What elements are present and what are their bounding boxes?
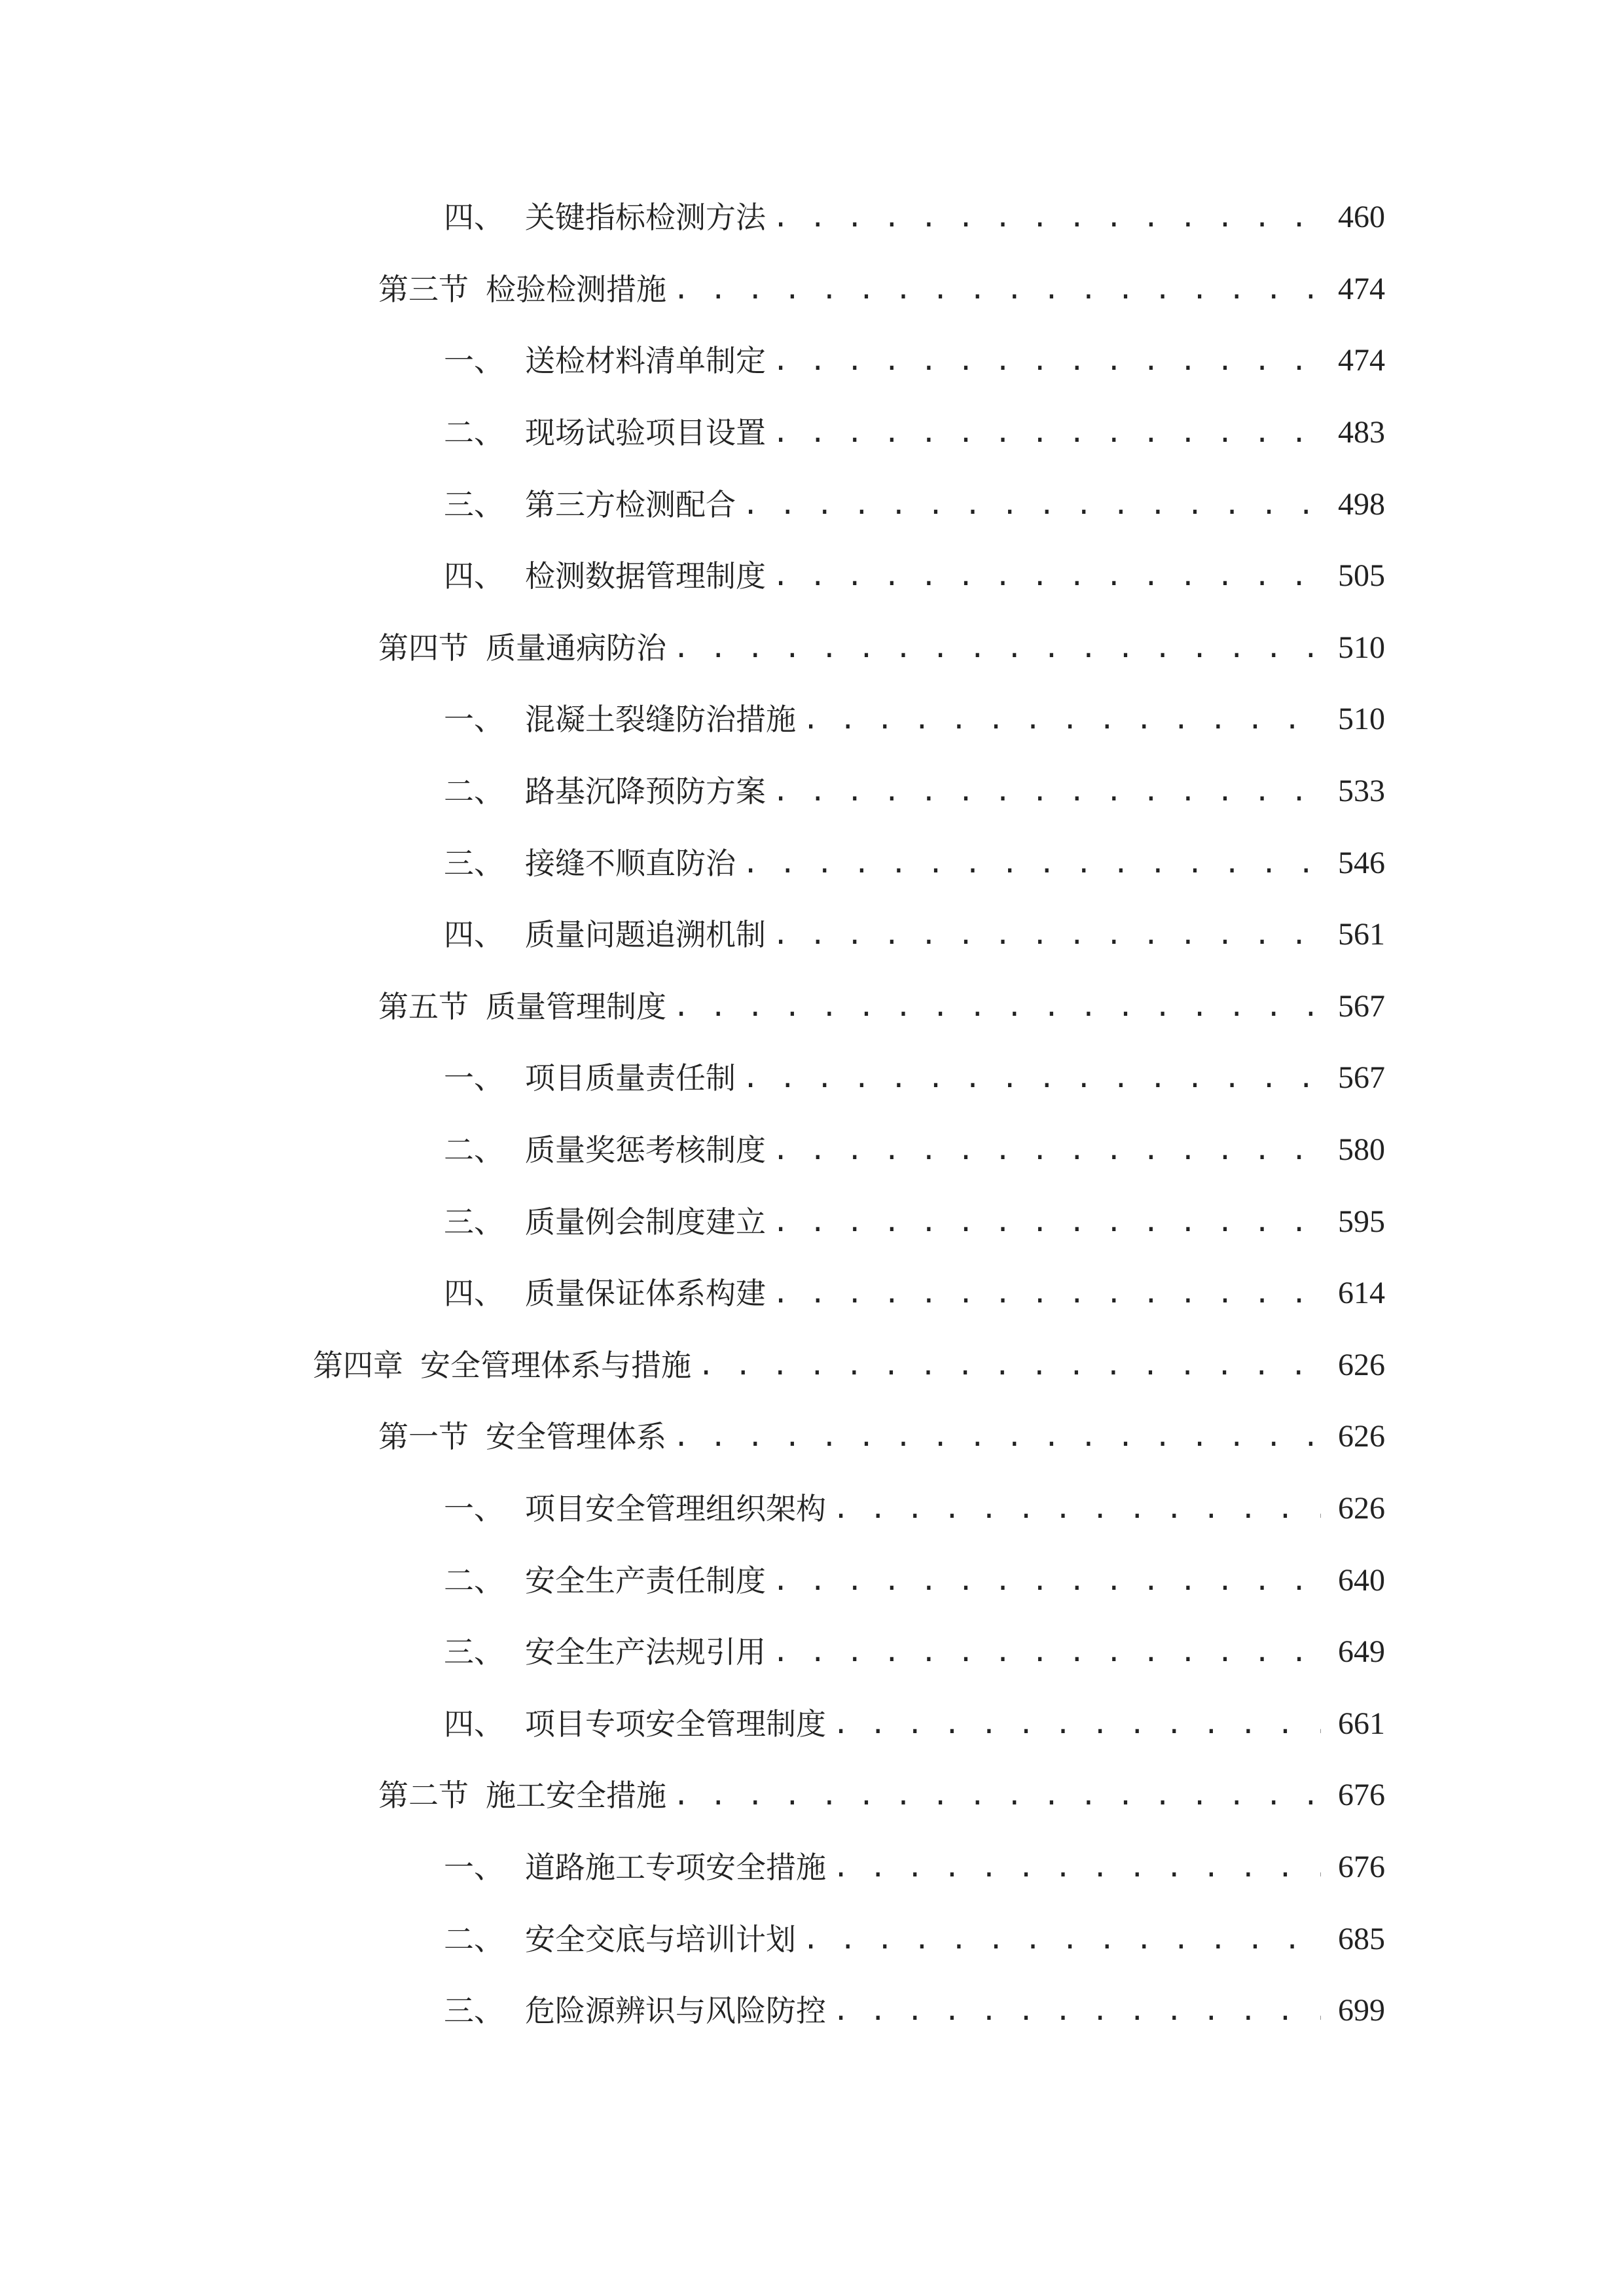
toc-entry[interactable] bbox=[313, 1339, 1385, 1391]
toc-dot-leader bbox=[698, 1339, 1321, 1391]
toc-entry[interactable] bbox=[444, 406, 1385, 459]
toc-entry-title: 项目质量责任制 bbox=[525, 1060, 736, 1096]
toc-entry-number: 三、 bbox=[444, 846, 504, 881]
toc-entry-number: 二、 bbox=[444, 1563, 504, 1598]
toc-entry-page: 626 bbox=[1338, 1491, 1385, 1526]
toc-entry-number: 二、 bbox=[444, 774, 504, 809]
toc-entry-page: 661 bbox=[1338, 1706, 1385, 1741]
toc-entry-title: 危险源辨识与风险防控 bbox=[525, 1993, 826, 2028]
toc-entry-number: 第四章 bbox=[313, 1348, 403, 1383]
toc-entry-page: 580 bbox=[1338, 1132, 1385, 1167]
toc-entry-number: 第一节 bbox=[378, 1419, 469, 1454]
toc-entry-title: 接缝不顺直防治 bbox=[525, 846, 736, 881]
toc-entry-number: 一、 bbox=[444, 1491, 504, 1526]
toc-entry-title: 路基沉降预防方案 bbox=[525, 774, 766, 809]
toc-entry[interactable] bbox=[444, 550, 1385, 602]
toc-entry-title: 安全交底与培训计划 bbox=[525, 1922, 796, 1957]
toc-dot-leader bbox=[772, 1626, 1321, 1678]
toc-dot-leader bbox=[833, 1841, 1321, 1893]
toc-dot-leader bbox=[772, 550, 1321, 602]
toc-entry[interactable] bbox=[444, 478, 1385, 531]
toc-entry[interactable] bbox=[444, 1052, 1385, 1104]
toc-dot-leader bbox=[772, 765, 1321, 817]
toc-dot-leader bbox=[673, 1410, 1321, 1463]
toc-dot-leader bbox=[772, 191, 1321, 243]
toc-entry-page: 474 bbox=[1338, 272, 1385, 306]
toc-entry-number: 三、 bbox=[444, 1634, 504, 1670]
toc-entry-page: 685 bbox=[1338, 1922, 1385, 1956]
toc-entry[interactable] bbox=[444, 1984, 1385, 2037]
toc-dot-leader bbox=[772, 334, 1321, 387]
toc-entry-page: 510 bbox=[1338, 630, 1385, 665]
toc-entry[interactable] bbox=[444, 1482, 1385, 1535]
toc-entry-title: 道路施工专项安全措施 bbox=[525, 1850, 826, 1885]
toc-dot-leader bbox=[742, 1052, 1321, 1104]
toc-entry[interactable] bbox=[444, 908, 1385, 961]
toc-entry-title: 关键指标检测方法 bbox=[525, 200, 766, 235]
toc-entry[interactable] bbox=[444, 1124, 1385, 1176]
toc-entry-page: 676 bbox=[1338, 1778, 1385, 1812]
toc-entry[interactable] bbox=[444, 1841, 1385, 1893]
toc-entry-number: 四、 bbox=[444, 1276, 504, 1311]
toc-dot-leader bbox=[673, 980, 1321, 1033]
toc-entry[interactable] bbox=[444, 191, 1385, 243]
toc-entry[interactable] bbox=[444, 765, 1385, 817]
toc-entry-number: 四、 bbox=[444, 1706, 504, 1742]
toc-dot-leader bbox=[833, 1698, 1321, 1750]
toc-entry-number: 二、 bbox=[444, 415, 504, 450]
toc-entry-page: 649 bbox=[1338, 1634, 1385, 1669]
toc-dot-leader bbox=[673, 263, 1321, 315]
toc-entry-page: 567 bbox=[1338, 1060, 1385, 1095]
toc-entry[interactable] bbox=[444, 1267, 1385, 1319]
toc-entry[interactable] bbox=[378, 1769, 1385, 1821]
toc-entry[interactable] bbox=[378, 1410, 1385, 1463]
toc-entry[interactable] bbox=[378, 622, 1385, 674]
toc-entry-number: 一、 bbox=[444, 702, 504, 737]
toc-dot-leader bbox=[772, 406, 1321, 459]
toc-entry-number: 三、 bbox=[444, 1204, 504, 1240]
toc-entry-page: 460 bbox=[1338, 200, 1385, 234]
toc-dot-leader bbox=[803, 1913, 1321, 1965]
toc-entry-page: 510 bbox=[1338, 702, 1385, 736]
toc-dot-leader bbox=[673, 622, 1321, 674]
toc-entry-page: 561 bbox=[1338, 917, 1385, 952]
toc-entry[interactable] bbox=[444, 1554, 1385, 1607]
toc-entry-page: 567 bbox=[1338, 989, 1385, 1024]
toc-entry-title: 安全管理体系与措施 bbox=[420, 1348, 691, 1383]
toc-dot-leader bbox=[673, 1769, 1321, 1821]
toc-entry-number: 四、 bbox=[444, 558, 504, 594]
toc-entry-page: 505 bbox=[1338, 558, 1385, 593]
toc-entry-number: 第四节 bbox=[378, 630, 469, 666]
toc-entry[interactable] bbox=[378, 263, 1385, 315]
toc-entry-title: 安全生产法规引用 bbox=[525, 1634, 766, 1670]
toc-entry-page: 640 bbox=[1338, 1563, 1385, 1598]
toc-dot-leader bbox=[742, 478, 1321, 531]
toc-entry-page: 699 bbox=[1338, 1993, 1385, 2028]
toc-entry-title: 项目专项安全管理制度 bbox=[525, 1706, 826, 1742]
toc-entry[interactable] bbox=[444, 1626, 1385, 1678]
toc-entry-title: 质量例会制度建立 bbox=[525, 1204, 766, 1240]
toc-dot-leader bbox=[772, 1554, 1321, 1607]
toc-entry-title: 安全管理体系 bbox=[486, 1419, 666, 1454]
toc-entry[interactable] bbox=[444, 1698, 1385, 1750]
toc-dot-leader bbox=[772, 1124, 1321, 1176]
toc-entry-title: 质量问题追溯机制 bbox=[525, 917, 766, 952]
toc-dot-leader bbox=[772, 908, 1321, 961]
toc-entry-number: 第二节 bbox=[378, 1778, 469, 1813]
toc-entry-number: 四、 bbox=[444, 917, 504, 952]
toc-entry[interactable] bbox=[444, 334, 1385, 387]
toc-dot-leader bbox=[833, 1984, 1321, 2037]
toc-entry-page: 626 bbox=[1338, 1348, 1385, 1382]
toc-entry-number: 三、 bbox=[444, 487, 504, 522]
toc-entry-page: 676 bbox=[1338, 1850, 1385, 1884]
toc-entry[interactable] bbox=[444, 693, 1385, 745]
toc-entry-number: 二、 bbox=[444, 1922, 504, 1957]
toc-entry-number: 四、 bbox=[444, 200, 504, 235]
toc-entry-number: 一、 bbox=[444, 1850, 504, 1885]
toc-dot-leader bbox=[772, 1196, 1321, 1248]
toc-entry-page: 498 bbox=[1338, 487, 1385, 522]
toc-dot-leader bbox=[772, 1267, 1321, 1319]
toc-dot-leader bbox=[803, 693, 1321, 745]
toc-entry-title: 质量通病防治 bbox=[486, 630, 666, 666]
toc-entry-title: 质量管理制度 bbox=[486, 989, 666, 1024]
toc-entry-title: 检验检测措施 bbox=[486, 272, 666, 307]
toc-entry-number: 三、 bbox=[444, 1993, 504, 2028]
toc-entry-title: 第三方检测配合 bbox=[525, 487, 736, 522]
toc-entry-page: 533 bbox=[1338, 774, 1385, 808]
toc-entry-page: 546 bbox=[1338, 846, 1385, 880]
toc-entry-page: 614 bbox=[1338, 1276, 1385, 1310]
toc-entry[interactable] bbox=[378, 980, 1385, 1033]
toc-entry-number: 一、 bbox=[444, 343, 504, 378]
toc-entry-title: 现场试验项目设置 bbox=[525, 415, 766, 450]
toc-entry-page: 626 bbox=[1338, 1419, 1385, 1454]
toc-entry-title: 质量保证体系构建 bbox=[525, 1276, 766, 1311]
toc-entry-title: 质量奖惩考核制度 bbox=[525, 1132, 766, 1168]
toc-entry-number: 第三节 bbox=[378, 272, 469, 307]
toc-entry-title: 检测数据管理制度 bbox=[525, 558, 766, 594]
toc-entry-number: 二、 bbox=[444, 1132, 504, 1168]
toc-entry-page: 595 bbox=[1338, 1204, 1385, 1239]
toc-entry[interactable] bbox=[444, 1196, 1385, 1248]
toc-entry-number: 第五节 bbox=[378, 989, 469, 1024]
toc-entry-number: 一、 bbox=[444, 1060, 504, 1096]
toc-entry-title: 项目安全管理组织架构 bbox=[525, 1491, 826, 1526]
toc-entry-title: 施工安全措施 bbox=[486, 1778, 666, 1813]
toc-entry[interactable] bbox=[444, 837, 1385, 889]
toc-entry-page: 483 bbox=[1338, 415, 1385, 450]
toc-entry-title: 混凝土裂缝防治措施 bbox=[525, 702, 796, 737]
toc-entry-title: 安全生产责任制度 bbox=[525, 1563, 766, 1598]
toc-dot-leader bbox=[833, 1482, 1321, 1535]
toc-entry-title: 送检材料清单制定 bbox=[525, 343, 766, 378]
toc-entry[interactable] bbox=[444, 1913, 1385, 1965]
toc-dot-leader bbox=[742, 837, 1321, 889]
toc-entry-page: 474 bbox=[1338, 343, 1385, 378]
